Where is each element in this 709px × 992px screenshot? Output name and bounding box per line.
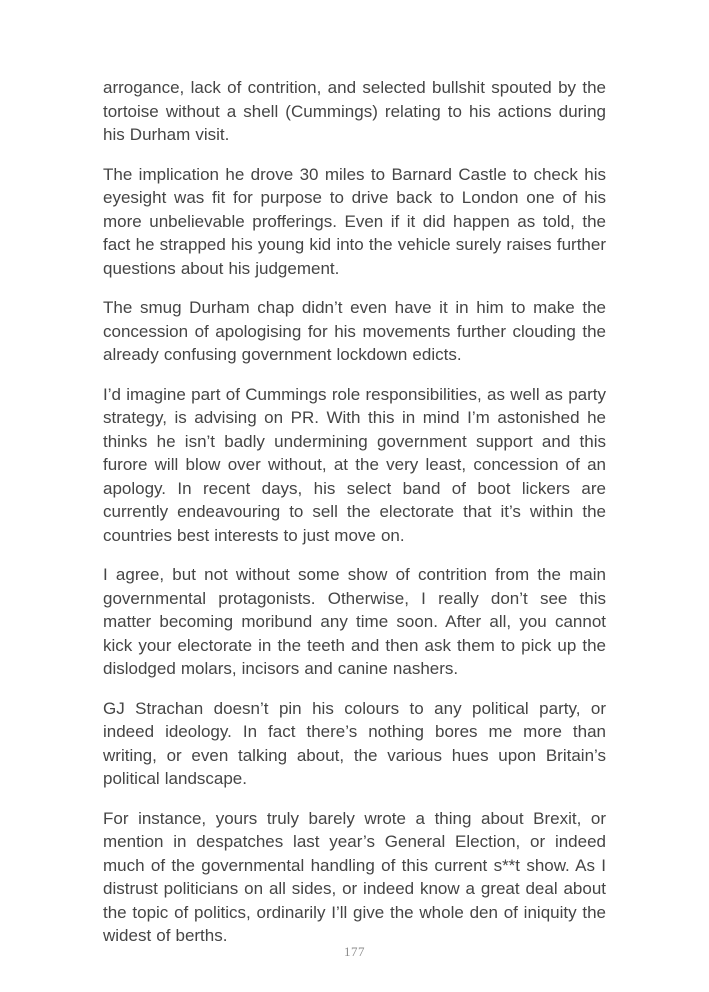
body-text	[103, 76, 606, 948]
paragraph: For instance, yours truly barely wrote a thing about Brexit, or mention in despatches last year’s General Election, or indeed much of the governmental handling of this current s**t show. As I distrust politicians on all sides, or indeed know a great deal about the topic of politics, ordinarily I’ll give the whole den of iniquity the widest of berths.	[103, 808, 606, 945]
paragraph: GJ Strachan doesn’t pin his colours to any political party, or indeed ideology. In fact there’s nothing bores me more than writing, or even talking about, the various hues upon Britain’s political landscape.	[103, 698, 606, 788]
paragraph: The implication he drove 30 miles to Barnard Castle to check his eyesight was fit for purpose to drive back to London one of his more unbelievable profferings. Even if it did happen as told, the fact he strapped his young kid into the vehicle surely raises further questions about his judgement.	[103, 164, 606, 278]
paragraph: I agree, but not without some show of contrition from the main governmental protagonists. Otherwise, I really don’t see this matter becoming moribund any time soon. After all, you cannot kick your electorate in the teeth and then ask them to pick up the dislodged molars, incisors and canine nashers.	[103, 565, 606, 678]
page-number: 177	[344, 944, 365, 959]
paragraph: arrogance, lack of contrition, and selected bullshit spouted by the tortoise without a shell (Cummings) relating to his actions during his Durham visit.	[103, 78, 606, 144]
paragraph: The smug Durham chap didn’t even have it in him to make the concession of apologising for his movements further clouding the already confusing government lockdown edicts.	[103, 298, 606, 364]
paragraph: I’d imagine part of Cummings role responsibilities, as well as party strategy, is advising on PR. With this in mind I’m astonished he thinks he isn’t badly undermining government support and this furore will blow over without, at the very least, concession of an apology. In recent days, his select band of boot lickers are currently endeavouring to sell the electorate that it’s within the countries best interests to just move on.	[103, 384, 606, 545]
